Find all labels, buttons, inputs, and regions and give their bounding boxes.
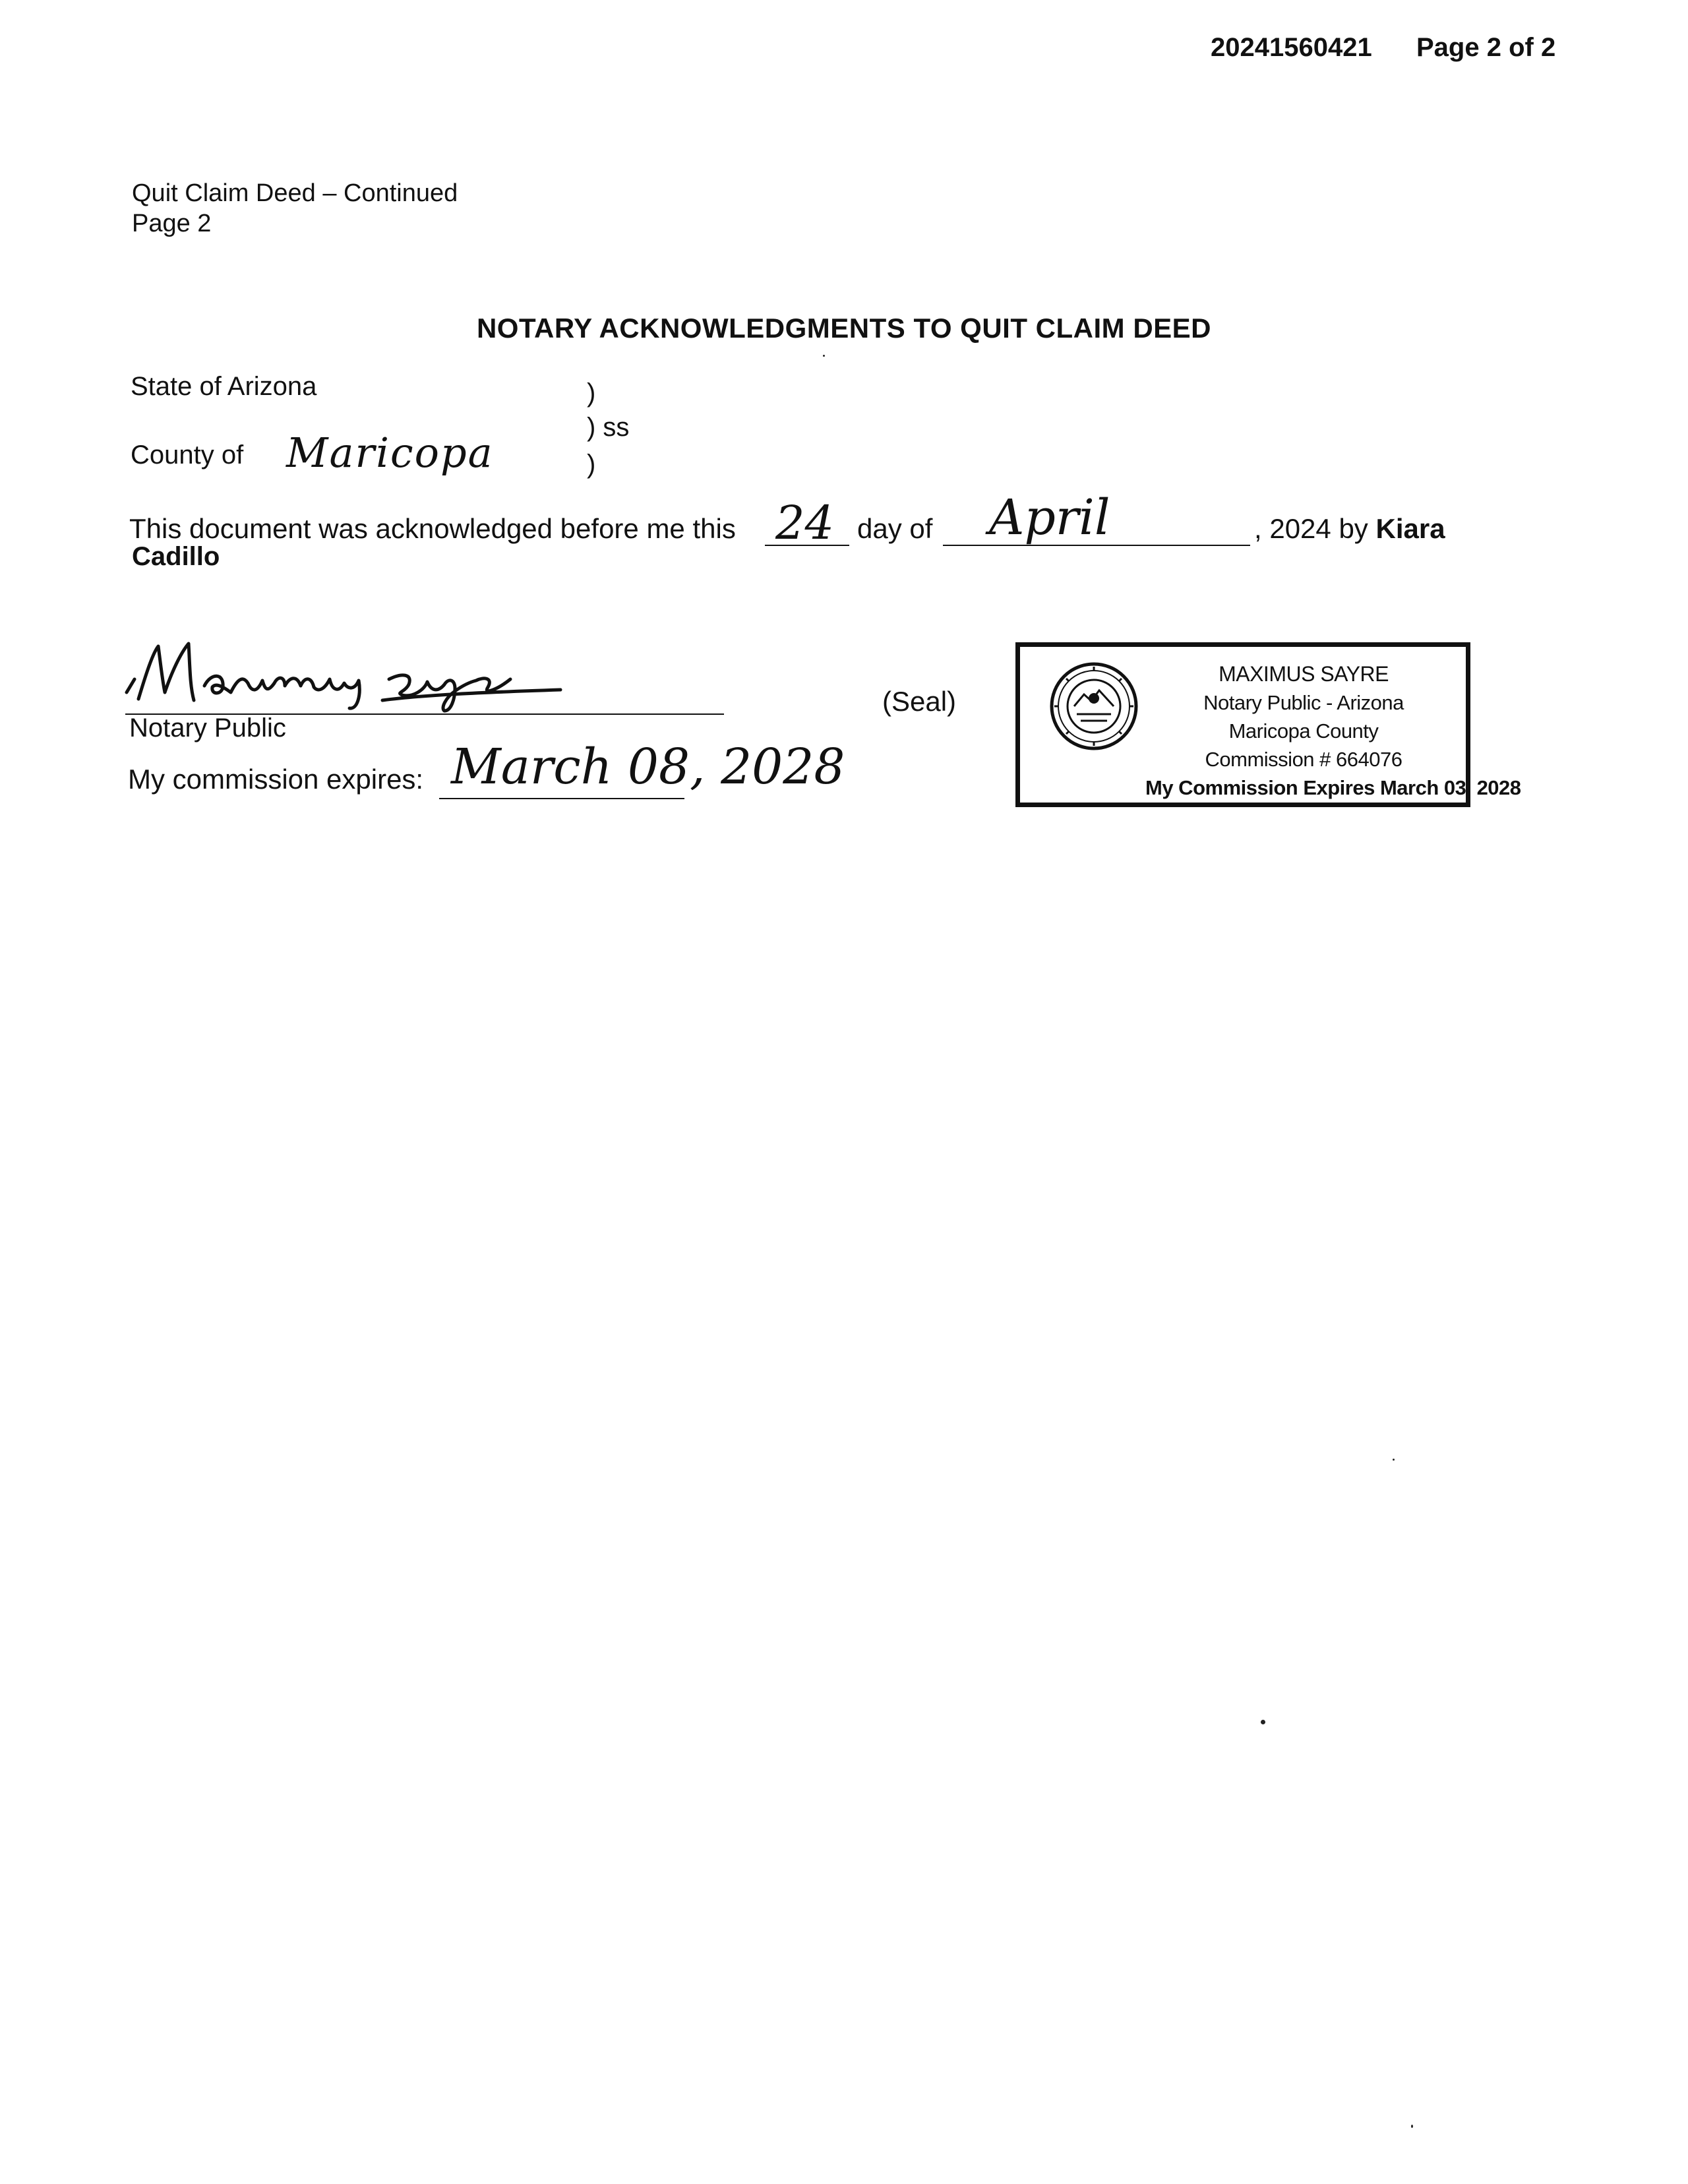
signer-last-name: Cadillo <box>132 542 220 571</box>
document-number: 20241560421 <box>1211 33 1372 62</box>
scan-speck <box>823 355 825 357</box>
page-indicator: Page 2 of 2 <box>1416 33 1556 62</box>
stamp-commission-number: Commission # 664076 <box>1205 748 1402 771</box>
venue-paren-bottom: ) <box>587 450 596 479</box>
stamp-expiration: My Commission Expires March 03, 2028 <box>1145 776 1521 799</box>
month-handwritten: April <box>989 489 1110 546</box>
acknowledgment-text: This document was acknowledged before me this <box>129 513 736 544</box>
day-handwritten: 24 <box>775 496 835 550</box>
stamp-notary-title: Notary Public - Arizona <box>1203 691 1404 714</box>
notary-stamp <box>1015 642 1521 807</box>
year-text: , 2024 by <box>1254 513 1368 544</box>
continuation-page: Page 2 <box>132 210 212 237</box>
venue-paren-top: ) <box>587 379 596 408</box>
notary-public-label: Notary Public <box>129 713 286 743</box>
county-label: County of <box>131 440 244 470</box>
venue-paren-ss: ) ss <box>587 413 630 442</box>
state-label: State of Arizona <box>131 372 317 401</box>
commission-expires-handwritten: March 08, 2028 <box>451 739 845 795</box>
year-and-name <box>1254 513 1445 545</box>
stamp-notary-name: MAXIMUS SAYRE <box>1219 662 1389 686</box>
commission-blank-line <box>439 798 684 799</box>
notary-signature <box>112 626 587 725</box>
scan-speck <box>1261 1720 1265 1724</box>
stamp-county: Maricopa County <box>1228 719 1379 743</box>
scan-speck <box>1411 2125 1413 2128</box>
page-title: NOTARY ACKNOWLEDGMENTS TO QUIT CLAIM DEED <box>476 313 1212 344</box>
commission-expires-label: My commission expires: <box>128 764 424 795</box>
scan-speck <box>1393 1459 1395 1461</box>
day-of-text: day of <box>857 513 933 544</box>
signer-first-name: Kiara <box>1375 513 1445 544</box>
seal-label: (Seal) <box>882 686 957 717</box>
continuation-title: Quit Claim Deed – Continued <box>132 179 458 207</box>
stamp-text <box>1145 660 1521 802</box>
county-handwritten: Maricopa <box>286 429 494 477</box>
arizona-state-seal-icon <box>1048 660 1140 752</box>
